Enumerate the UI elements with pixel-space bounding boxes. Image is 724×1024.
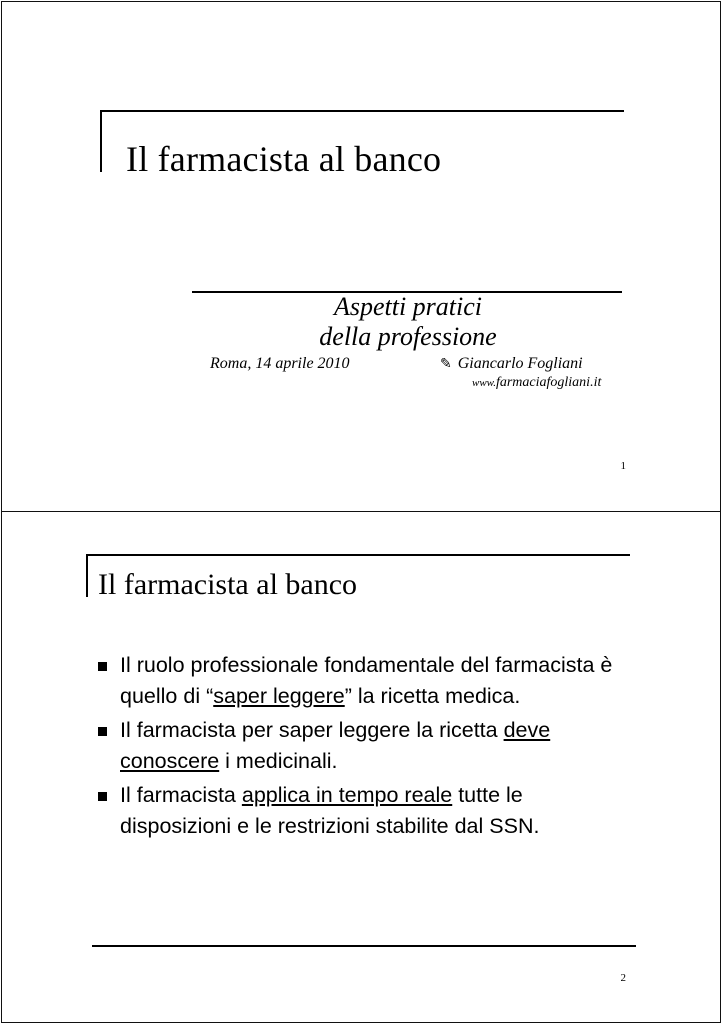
subtitle-line-2: della professione (319, 322, 497, 351)
bullet-text: ” la ricetta medica. (344, 684, 521, 708)
page-number: 1 (620, 460, 626, 472)
bullet-emphasis: saper leggere (213, 684, 345, 708)
bullet-text: i medicinali. (219, 749, 338, 773)
bullet-list (98, 650, 638, 845)
title-frame-vertical (100, 110, 102, 172)
subtitle (192, 292, 624, 352)
bullet-text: tutte le disposizioni e le restrizioni stabilite dal SSN. (120, 783, 540, 838)
slide-2 (1, 511, 721, 1023)
bullet-square-icon (98, 792, 107, 801)
website (472, 375, 601, 391)
bullet-text: Il farmacista per saper leggere la ricetta (120, 718, 504, 742)
author (440, 355, 583, 373)
title-frame-horizontal (86, 554, 630, 556)
title-frame-vertical (86, 555, 88, 597)
pen-icon: ✎ (440, 357, 452, 372)
list-item (98, 780, 638, 842)
subtitle-line-1: Aspetti pratici (333, 292, 483, 321)
bullet-square-icon (98, 727, 107, 736)
website-domain: farmaciafogliani.it (495, 375, 602, 390)
bullet-text: Il farmacista (120, 783, 242, 807)
footer-rule (92, 945, 636, 947)
bullet-text: Il ruolo professionale fondamentale del farmacista è quello di “ (120, 653, 613, 708)
page-number: 2 (620, 972, 626, 984)
bullet-square-icon (98, 662, 107, 671)
slide-1 (1, 1, 721, 512)
title-frame-horizontal (100, 110, 624, 112)
bullet-emphasis: applica in tempo reale (241, 783, 453, 807)
slide-title: Il farmacista al banco (98, 568, 358, 601)
list-item (98, 650, 638, 712)
website-prefix: www. (472, 377, 496, 389)
bullet-emphasis: deve conoscere (120, 718, 551, 773)
list-item (98, 715, 638, 777)
place-date: Roma, 14 aprile 2010 (210, 355, 350, 372)
author-name: Giancarlo Fogliani (457, 355, 583, 372)
slide-title: Il farmacista al banco (126, 139, 442, 179)
